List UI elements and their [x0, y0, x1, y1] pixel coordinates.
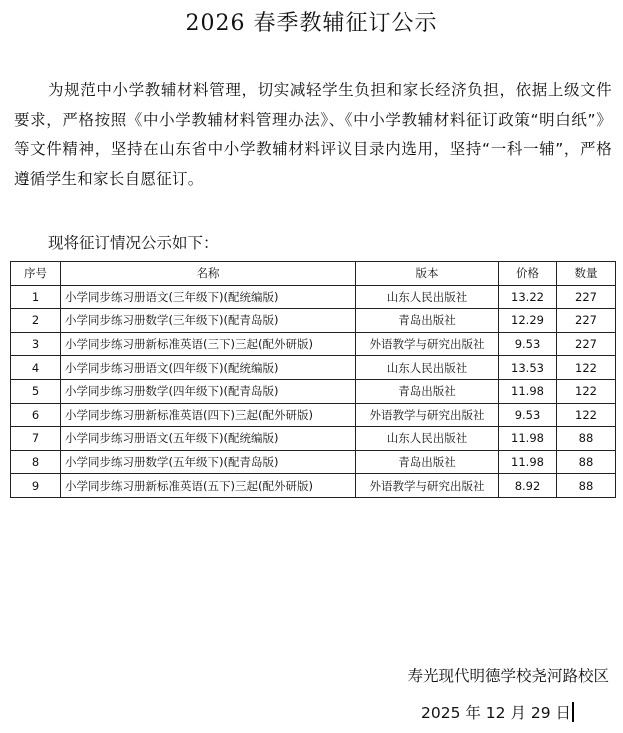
- cell-publisher: 山东人民出版社: [356, 427, 499, 451]
- cell-no: 7: [11, 427, 61, 451]
- cell-no: 1: [11, 285, 61, 309]
- cell-name: 小学同步练习册语文(四年级下)(配统编版): [61, 356, 356, 380]
- cell-price: 13.53: [499, 356, 557, 380]
- cell-qty: 88: [557, 450, 616, 474]
- cell-no: 9: [11, 474, 61, 498]
- cell-name: 小学同步练习册新标准英语(四下)三起(配外研版): [61, 403, 356, 427]
- cell-publisher: 外语教学与研究出版社: [356, 474, 499, 498]
- signature-school: 寿光现代明德学校尧河路校区: [407, 667, 609, 685]
- subscription-table: [10, 261, 616, 498]
- cell-price: 13.22: [499, 285, 557, 309]
- table-row: [11, 474, 616, 498]
- cell-price: 9.53: [499, 403, 557, 427]
- cell-price: 9.53: [499, 332, 557, 356]
- cell-publisher: 青岛出版社: [356, 450, 499, 474]
- text-cursor: [572, 702, 574, 722]
- cell-qty: 227: [557, 285, 616, 309]
- table-row: [11, 309, 616, 333]
- table-row: [11, 332, 616, 356]
- cell-qty: 122: [557, 403, 616, 427]
- cell-price: 11.98: [499, 427, 557, 451]
- cell-qty: 227: [557, 309, 616, 333]
- cell-price: 11.98: [499, 450, 557, 474]
- cell-no: 6: [11, 403, 61, 427]
- table-row: [11, 285, 616, 309]
- intro-text: 现将征订情况公示如下：: [48, 234, 219, 252]
- signature-date-line[interactable]: [421, 701, 574, 723]
- cell-price: 12.29: [499, 309, 557, 333]
- header-no: 序号: [11, 262, 61, 286]
- notice-paragraph: 为规范中小学教辅材料管理，切实减轻学生负担和家长经济负担，依据上级文件要求，严格按照《中小学教辅材料管理办法》、《中小学教辅材料征订政策“明白纸”》等文件精神，坚持在山东省中小学教辅材料评议目录内选用，坚持“一科一辅”，严格遵循学生和家长自愿征订。: [14, 81, 612, 188]
- cell-publisher: 山东人民出版社: [356, 356, 499, 380]
- cell-publisher: 山东人民出版社: [356, 285, 499, 309]
- signature-date: 2025 年 12 月 29 日: [421, 704, 572, 722]
- table-row: [11, 427, 616, 451]
- cell-publisher: 青岛出版社: [356, 379, 499, 403]
- cell-qty: 122: [557, 356, 616, 380]
- cell-publisher: 外语教学与研究出版社: [356, 403, 499, 427]
- cell-qty: 88: [557, 474, 616, 498]
- cell-qty: 88: [557, 427, 616, 451]
- cell-name: 小学同步练习册数学(四年级下)(配青岛版): [61, 379, 356, 403]
- cell-price: 8.92: [499, 474, 557, 498]
- cell-publisher: 青岛出版社: [356, 309, 499, 333]
- cell-price: 11.98: [499, 379, 557, 403]
- cell-no: 4: [11, 356, 61, 380]
- cell-name: 小学同步练习册新标准英语(五下)三起(配外研版): [61, 474, 356, 498]
- cell-publisher: 外语教学与研究出版社: [356, 332, 499, 356]
- cell-no: 5: [11, 379, 61, 403]
- header-publisher: 版本: [356, 262, 499, 286]
- page-title: 2026 春季教辅征订公示: [185, 11, 438, 36]
- cell-qty: 122: [557, 379, 616, 403]
- header-qty: 数量: [557, 262, 616, 286]
- cell-no: 3: [11, 332, 61, 356]
- table-row: [11, 356, 616, 380]
- table-row: [11, 450, 616, 474]
- cell-name: 小学同步练习册新标准英语(三下)三起(配外研版): [61, 332, 356, 356]
- cell-no: 2: [11, 309, 61, 333]
- table-header-row: [11, 262, 616, 286]
- cell-qty: 227: [557, 332, 616, 356]
- header-price: 价格: [499, 262, 557, 286]
- table-row: [11, 403, 616, 427]
- table-row: [11, 379, 616, 403]
- cell-name: 小学同步练习册语文(三年级下)(配统编版): [61, 285, 356, 309]
- header-name: 名称: [61, 262, 356, 286]
- cell-no: 8: [11, 450, 61, 474]
- cell-name: 小学同步练习册语文(五年级下)(配统编版): [61, 427, 356, 451]
- cell-name: 小学同步练习册数学(五年级下)(配青岛版): [61, 450, 356, 474]
- cell-name: 小学同步练习册数学(三年级下)(配青岛版): [61, 309, 356, 333]
